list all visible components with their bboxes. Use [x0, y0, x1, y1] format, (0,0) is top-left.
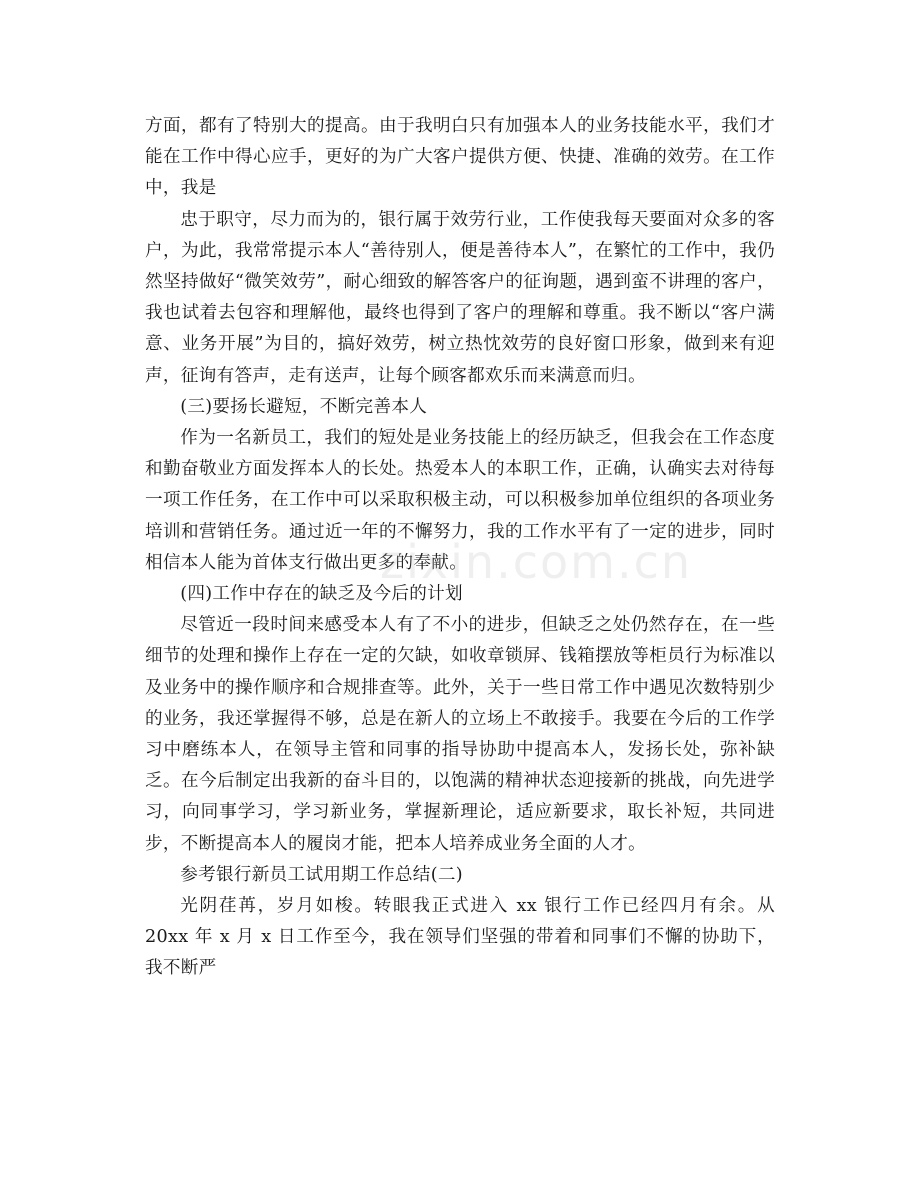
section-heading: (四)工作中存在的缺乏及今后的计划 [180, 584, 463, 605]
paragraph: 忠于职守，尽力而为的，银行属于效劳行业，工作使我每天要面对众多的客户，为此，我常常提示本人“善待别人，便是善待本人”，在繁忙的工作中，我仍然坚持做好“微笑效劳”，耐心细致的解答客户的征询题，遇到蛮不讲理的客户，我也试着去包容和理解他，最终也得到了客户的理解和尊重。我不断以“客户满意、业务开展”为目的，搞好效劳，树立热忱效劳的良好窗口形象，做到来有迎声，征询有答声，走有送声，让每个顾客都欢乐而来满意而归。 [145, 209, 775, 386]
paragraph: 光阴荏苒，岁月如梭。转眼我正式进入 xx 银行工作已经四月有余。从 20xx 年 x 月 x 日工作至今，我在领导们坚强的带着和同事们不懈的协助下，我不断严 [145, 896, 775, 979]
section-heading: (三)要扬长避短，不断完善本人 [180, 396, 428, 417]
paragraph: 方面，都有了特别大的提高。由于我明白只有加强本人的业务技能水平，我们才能在工作中得心应手，更好的为广大客户提供方便、快捷、准确的效劳。在工作中，我是 [145, 116, 775, 199]
document-subtitle: 参考银行新员工试用期工作总结(二) [180, 864, 463, 885]
paragraph: 尽管近一段时间来感受本人有了不小的进步，但缺乏之处仍然存在，在一些细节的处理和操作上存在一定的欠缺，如收章锁屏、钱箱摆放等柜员行为标准以及业务中的操作顺序和合规排查等。此外，关于一些日常工作中遇见次数特别少的业务，我还掌握得不够，总是在新人的立场上不敢接手。我要在今后的工作学习中磨练本人，在领导主管和同事的指导协助中提高本人，发扬长处，弥补缺乏。在今后制定出我新的奋斗目的，以饱满的精神状态迎接新的挑战，向先进学习，向同事学习，学习新业务，掌握新理论，适应新要求，取长补短，共同进步，不断提高本人的履岗才能，把本人培养成业务全面的人才。 [145, 615, 775, 854]
paragraph: 作为一名新员工，我们的短处是业务技能上的经历缺乏，但我会在工作态度和勤奋敬业方面发挥本人的长处。热爱本人的本职工作，正确，认确实去对待每一项工作任务，在工作中可以采取积极主动，可以积极参加单位组织的各项业务培训和营销任务。通过近一年的不懈努力，我的工作水平有了一定的进步，同时相信本人能为首体支行做出更多的奉献。 [145, 428, 775, 573]
watermark: zixin.com.cn [380, 535, 693, 589]
